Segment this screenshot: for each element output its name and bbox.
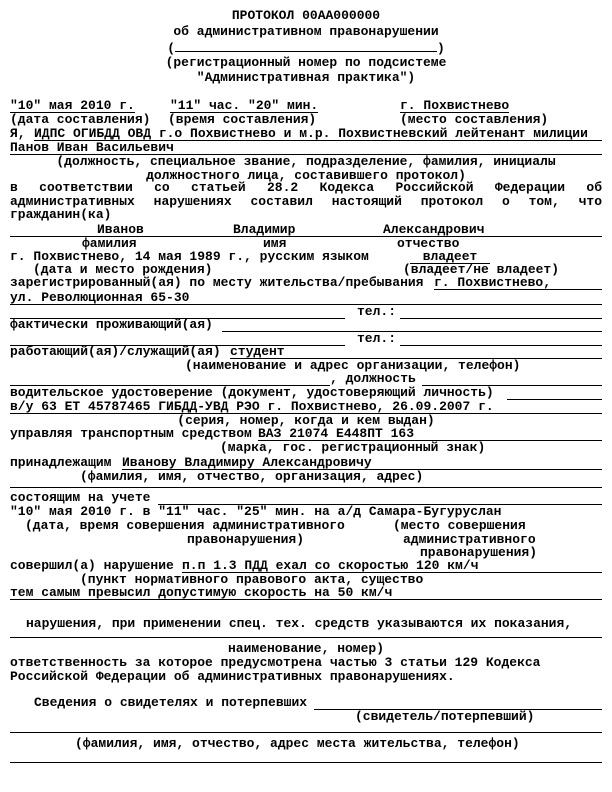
language-proficiency-value: владеет [410,250,490,264]
violation-datetime-row [10,505,602,518]
surname-value: Иванов [97,222,144,237]
surname-label: фамилия [82,236,137,251]
drafting-labels-row [10,113,602,126]
actual-residence-row [10,318,602,331]
place-of-drafting-label: (место составления) [400,112,549,127]
statute-text-2: административных нарушениях составил настоящий протокол о том, что [10,194,602,209]
patronymic-label: отчество [397,236,460,251]
witnesses-label: Сведения о свидетелях и потерпевших [34,695,308,710]
license-value: в/у 63 ЕТ 45787465 ГИБДД-УВД РЭО г. Похвистнево, 26.09.2007 г. [10,400,602,414]
citizen-label: гражданин(ка) [10,207,112,222]
fio-values-row [10,223,602,236]
paren-close: ) [437,41,445,56]
violation-description-value-1: п.п 1.3 ПДД ехал со скоростью 120 км/ч [182,559,602,573]
firstname-label: имя [263,236,287,251]
blank-underline-row [10,749,602,762]
blank-underline-row [10,474,602,487]
phone-label: тел.: [357,304,397,319]
witness-victim-label: (свидетель/потерпевший) [355,709,535,724]
violation-row-2 [10,586,602,599]
owner-label: принадлежащим [10,455,112,470]
violation-description-value-2: тем самым превысил допустимую скорость на 50 км/ч [10,586,602,600]
officer-name-row [10,141,602,154]
header-line [10,9,602,22]
registration-label: зарегистрированный(ая) по месту жительства/пребывания [10,275,424,290]
phone-blank [400,332,602,346]
position-row [10,372,602,385]
witnesses-row [10,696,602,709]
date-of-drafting-label: (дата составления) [10,112,151,127]
registered-record-label: состоящим на учете [10,490,151,505]
owner-fio-label: (фамилия, имя, отчество, организация, адрес) [80,469,424,484]
officer-label-line-1: (должность, специальное звание, подразделение, фамилия, инициалы [56,154,556,169]
residence-value-1: г. Похвистнево, [434,276,602,290]
officer-label-line-2: должностного лица, составившего протокол) [146,168,466,183]
registration-row [10,276,602,289]
subsystem-name-label: "Административная практика") [196,70,416,85]
blank-underline [10,474,602,488]
paren-open: ( [167,41,175,56]
license-row [10,400,602,413]
firstname-value: Владимир [233,222,296,237]
organization-label: (наименование и адрес организации, телефон) [185,358,521,373]
officer-row [10,127,602,140]
organization-label-row [10,359,602,372]
actual-residence-blank [222,318,602,332]
residence-value-2: ул. Революционная 65-30 [10,291,602,305]
registered-record-blank [158,491,602,505]
identity-document-blank [507,386,602,400]
violation-place-label-2: административного [403,532,536,547]
occupation-label: работающий(ая)/служащий(ая) [10,344,221,359]
time-of-drafting-label: (время составления) [168,112,317,127]
violation-labels-row [10,519,602,532]
birth-info-label: (дата и место рождения) [33,262,213,277]
violation-note-label-2: наименование, номер) [227,641,385,656]
license-label: (серия, номер, когда и кем выдан) [177,413,435,428]
document-subtitle: об административном правонарушении [173,24,439,39]
birth-info-value: г. Похвистнево, 14 мая 1989 г., русским языком [10,249,369,264]
registered-record-row [10,491,602,504]
violation-label: совершил(а) нарушение [10,558,174,573]
header-line [10,40,602,56]
position-label: , должность [330,371,416,386]
occupation-row [10,345,602,358]
phone-blank [400,305,602,319]
document-title: ПРОТОКОЛ 00АА000000 [231,8,381,23]
violation-datetime-label: (дата, время совершения административного [25,518,345,533]
blank-underline-row [10,719,602,732]
violation-place-label-1: (место совершения [393,518,526,533]
statute-text-1: в соответствии со статьей 28.2 Кодекса Российской Федерации об [10,180,602,195]
citizen-row [10,208,602,221]
officer-prefix-label: Я, [10,126,26,141]
patronymic-value: Александрович [383,222,485,237]
phone-label: тел.: [357,331,397,346]
occupation-value: студент [230,345,602,359]
header-line [10,25,602,38]
registration-row-2 [10,291,602,304]
blank-underline [10,719,602,733]
language-proficiency-label: (владеет/не владеет) [403,262,560,277]
header-line [10,56,602,69]
liability-row [10,656,602,669]
registration-number-blank [175,40,437,52]
owner-row [10,456,602,469]
liability-text-1: ответственность за которое предусмотрена частью 3 статьи 129 Кодекса [10,655,541,670]
witness-fio-label: (фамилия, имя, отчество, адрес места жительства, телефон) [75,736,520,751]
date-of-drafting-value: "10" мая 2010 г. [10,98,135,113]
time-of-drafting-value: "11" час. "20" мин. [170,98,319,113]
header-line [10,71,602,84]
vehicle-plate-label: (марка, гос. регистрационный знак) [220,440,486,455]
blank-underline [10,624,602,638]
officer-labels-row [10,155,602,168]
organization-blank [10,372,330,386]
vehicle-label: управляя транспортным средством [10,426,252,441]
violation-note-label: нарушения, при применении спец. тех. средств указываются их показания, [26,616,573,631]
actual-residence-label: фактически проживающий(ая) [10,317,213,332]
position-blank [422,372,602,386]
liability-text-2: Российской Федерации об административных правонарушениях. [10,669,455,684]
place-of-drafting-value: г. Похвистнево [400,98,510,113]
blank-underline-row [10,624,602,637]
violation-note-row-2 [10,642,602,655]
liability-row [10,670,602,683]
registration-number-label: (регистрационный номер по подсистеме [165,55,447,70]
blank-underline [10,749,602,763]
statute-row [10,181,602,194]
officer-name-value: Панов Иван Васильевич [10,141,602,155]
violation-datetime-label-2: правонарушения) [187,532,305,547]
witnesses-blank [314,696,602,710]
vehicle-labels-row [10,441,602,454]
violation-act-label: (пункт нормативного правового акта, существо [80,572,424,587]
drafting-row [10,99,602,112]
identity-document-label: водительское удостоверение (документ, удостоверяющий личность) [10,385,494,400]
vehicle-row [10,427,602,440]
owner-value: Иванову Владимиру Александровичу [122,456,602,470]
violation-datetime-place-value: "10" мая 2010 г. в "11" час. "25" мин. на а/д Самара-Бугуруслан [10,504,502,519]
vehicle-value: ВАЗ 21074 Е448ПТ 163 [258,427,602,441]
license-label-row [10,386,602,399]
violation-row [10,559,602,572]
officer-position-value: ИДПС ОГИБДД ОВД г.о Похвистнево и м.р. Похвистневский лейтенант милиции [34,127,602,141]
violation-place-label-3: правонарушения) [420,545,538,560]
